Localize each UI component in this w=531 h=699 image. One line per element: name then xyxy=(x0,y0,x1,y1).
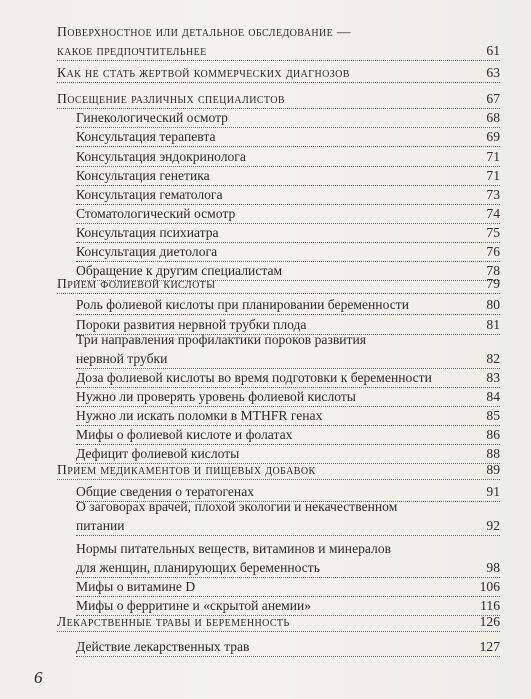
toc-entry-page: 67 xyxy=(486,91,500,106)
toc-entry-page: 116 xyxy=(480,598,500,613)
toc-entry-page: 68 xyxy=(486,110,500,125)
toc-entry-title: Гинекологический осмотр xyxy=(76,110,228,125)
toc-entry-title: Пороки развития нервной трубки плода xyxy=(76,317,307,332)
toc-entry-line: Поверхностное или детальное обследование — xyxy=(57,24,351,39)
toc-entry[interactable] xyxy=(76,109,500,128)
toc-entry-page: 76 xyxy=(486,244,500,259)
toc-entry-title: Консультация психиатра xyxy=(76,225,219,240)
toc-entry[interactable] xyxy=(76,186,500,205)
toc-entry-title: Мифы о фолиевой кислоте и фолатах xyxy=(76,427,293,442)
toc-entry-title: Прием медикаментов и пищевых добавок xyxy=(57,462,316,477)
toc-entry-page: 61 xyxy=(486,43,500,58)
toc-entry[interactable] xyxy=(76,388,500,407)
toc-entry-title: Нужно ли проверять уровень фолиевой кислоты xyxy=(76,389,356,404)
toc-entry[interactable] xyxy=(76,638,500,657)
toc-entry-title: Мифы о витамине D xyxy=(76,579,196,594)
toc-entry-page: 88 xyxy=(486,446,500,461)
toc-entry-page: 80 xyxy=(486,297,500,312)
toc-entry-page: 106 xyxy=(479,579,500,594)
toc-entry-page: 63 xyxy=(486,65,500,80)
toc-entry-line: О заговорах врачей, плохой экологии и некачественном xyxy=(76,499,398,514)
toc-entry-page: 98 xyxy=(486,560,500,575)
toc-entry-page: 74 xyxy=(486,206,500,221)
toc-entry-page: 75 xyxy=(486,225,500,240)
toc-entry[interactable] xyxy=(76,407,500,426)
toc-entry[interactable] xyxy=(76,128,500,147)
toc-entry-title: Обращение к другим специалистам xyxy=(76,263,283,278)
toc-entry-page: 91 xyxy=(486,484,500,499)
toc-entry-title: Доза фолиевой кислоты во время подготовки к беременности xyxy=(76,370,432,385)
toc-entry[interactable] xyxy=(76,350,500,369)
toc-entry-page: 81 xyxy=(486,317,500,332)
toc-entry[interactable] xyxy=(76,296,500,315)
page-number: 6 xyxy=(34,668,43,687)
toc-entry-title: Прием фолиевой кислоты xyxy=(57,276,216,291)
toc-entry-page: 82 xyxy=(486,351,500,366)
toc-entry[interactable] xyxy=(57,613,500,632)
toc-entry-title: Консультация эндокринолога xyxy=(76,149,246,164)
toc-entry-title: для женщин, планирующих беременность xyxy=(76,560,320,575)
toc-entry[interactable] xyxy=(57,90,500,109)
toc-entry-title: Как не стать жертвой коммерческих диагнозов xyxy=(57,65,350,80)
toc-entry-title: Нужно ли искать поломки в MTHFR генах xyxy=(76,408,323,423)
toc-entry[interactable] xyxy=(57,64,500,83)
toc-entry-title: Стоматологический осмотр xyxy=(76,206,236,221)
toc-entry-page: 73 xyxy=(486,187,500,202)
toc-entry-page: 84 xyxy=(486,389,500,404)
toc-entry-title: нервной трубки xyxy=(76,351,168,366)
toc-entry[interactable] xyxy=(76,224,500,243)
toc-entry-line: Нормы питательных веществ, витаминов и минералов xyxy=(76,541,392,556)
toc-entry-title: Мифы о ферритине и «скрытой анемии» xyxy=(76,598,312,613)
toc-entry-title: Общие сведения о тератогенах xyxy=(76,484,255,499)
toc-entry-page: 79 xyxy=(486,276,500,291)
toc-entry[interactable] xyxy=(76,167,500,186)
toc-entry-page: 78 xyxy=(486,263,500,278)
toc-entry[interactable] xyxy=(76,426,500,445)
toc-entry[interactable] xyxy=(76,148,500,167)
toc-entry-title: Дефицит фолиевой кислоты xyxy=(76,446,240,461)
toc-entry-page: 85 xyxy=(486,408,500,423)
toc-entry[interactable] xyxy=(76,578,500,597)
toc-entry[interactable] xyxy=(57,275,500,294)
toc-entry-page: 69 xyxy=(486,129,500,144)
toc-entry-title: Действие лекарственных трав xyxy=(76,639,250,654)
toc-entry-title: питании xyxy=(76,518,125,533)
toc-entry-title: Консультация диетолога xyxy=(76,244,218,259)
toc-entry-page: 71 xyxy=(486,168,500,183)
toc-entry[interactable] xyxy=(57,42,500,61)
toc-entry-title: какое предпочтительнее xyxy=(57,43,207,58)
toc-entry-page: 126 xyxy=(479,614,500,629)
toc-entry[interactable] xyxy=(76,369,500,388)
toc-entry-line: Три направления профилактики пороков развития xyxy=(76,332,366,347)
toc-entry-title: Лекарственные травы и беременность xyxy=(57,614,290,629)
toc-entry-page: 89 xyxy=(486,462,500,477)
toc-entry[interactable] xyxy=(76,559,500,578)
toc-entry[interactable] xyxy=(76,205,500,224)
toc-entry-page: 86 xyxy=(486,427,500,442)
toc-entry[interactable] xyxy=(76,243,500,262)
toc-entry-page: 127 xyxy=(479,639,500,654)
toc-entry-title: Посещение различных специалистов xyxy=(57,91,285,106)
toc-entry-page: 92 xyxy=(486,518,500,533)
toc-entry-title: Консультация терапевта xyxy=(76,129,216,144)
toc-entry-title: Роль фолиевой кислоты при планировании беременности xyxy=(76,297,409,312)
toc-entry-title: Консультация генетика xyxy=(76,168,210,183)
toc-entry-page: 83 xyxy=(486,370,500,385)
toc-entry-page: 71 xyxy=(486,149,500,164)
toc-entry[interactable] xyxy=(76,517,500,536)
toc-entry[interactable] xyxy=(57,461,500,480)
toc-entry-title: Консультация гематолога xyxy=(76,187,223,202)
